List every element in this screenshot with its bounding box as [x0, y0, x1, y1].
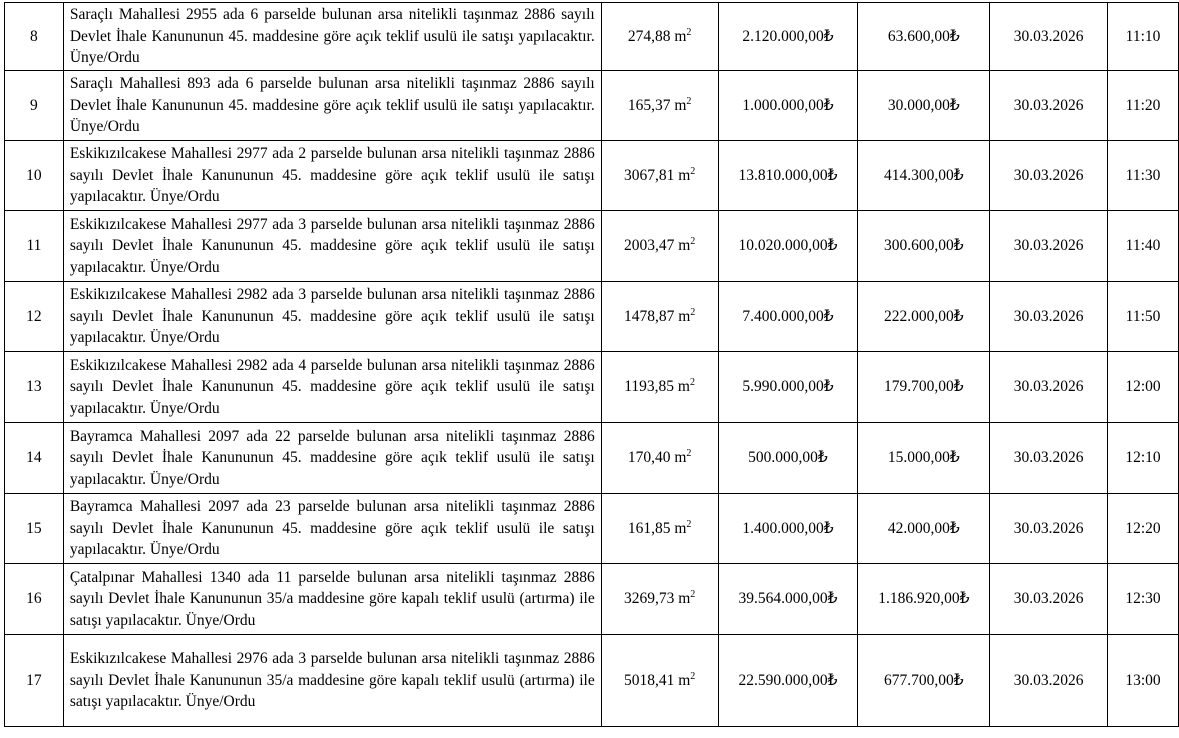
- area-value: 2003,47: [623, 237, 675, 255]
- row-number-cell: 9: [5, 71, 64, 141]
- auction-time-cell: 11:50: [1108, 282, 1179, 352]
- area-value: 161,85: [627, 519, 671, 537]
- area-unit: m: [674, 519, 687, 537]
- table-row: [5, 71, 1179, 141]
- row-number-cell: 12: [5, 282, 64, 352]
- area-cell: [601, 141, 718, 211]
- area-value: 3067,81: [623, 166, 675, 184]
- area-exponent: 2: [686, 448, 692, 460]
- auction-time-cell: 11:40: [1108, 211, 1179, 282]
- row-number-cell: 13: [5, 352, 64, 423]
- estimated-value-cell: 1.400.000,00₺: [718, 494, 858, 564]
- area-unit: m: [674, 27, 687, 45]
- deposit-cell: 42.000,00₺: [858, 494, 990, 564]
- table-row: [5, 494, 1179, 564]
- deposit-cell: 222.000,00₺: [858, 282, 990, 352]
- row-number-cell: 15: [5, 494, 64, 564]
- area-value: 1478,87: [623, 307, 675, 325]
- estimated-value-cell: 39.564.000,00₺: [718, 564, 858, 635]
- row-number-cell: 16: [5, 564, 64, 635]
- deposit-cell: 179.700,00₺: [858, 352, 990, 423]
- area-value: 5018,41: [623, 671, 675, 689]
- deposit-cell: 30.000,00₺: [858, 71, 990, 141]
- area-exponent: 2: [690, 306, 696, 318]
- area-unit: m: [678, 166, 691, 184]
- area-unit: m: [678, 590, 691, 608]
- estimated-value-cell: 500.000,00₺: [718, 423, 858, 494]
- description-cell: Saraçlı Mahallesi 893 ada 6 parselde bulunan arsa nitelikli taşınmaz 2886 sayılı Devlet İhale Kanununun 45. maddesine göre açık teklif usulü ile satışı yapılacaktır. Ünye/Ordu: [63, 71, 601, 141]
- auction-time-cell: 12:10: [1108, 423, 1179, 494]
- auction-date-cell: 30.03.2026: [990, 211, 1108, 282]
- deposit-cell: 1.186.920,00₺: [858, 564, 990, 635]
- table-row: [5, 423, 1179, 494]
- auction-date-cell: 30.03.2026: [990, 564, 1108, 635]
- auction-date-cell: 30.03.2026: [990, 423, 1108, 494]
- deposit-cell: 15.000,00₺: [858, 423, 990, 494]
- estimated-value-cell: 2.120.000,00₺: [718, 3, 858, 71]
- row-number-cell: 17: [5, 635, 64, 727]
- auction-time-cell: 12:00: [1108, 352, 1179, 423]
- row-number-cell: 11: [5, 211, 64, 282]
- area-exponent: 2: [690, 165, 696, 177]
- area-cell: [601, 211, 718, 282]
- description-cell: Bayramca Mahallesi 2097 ada 22 parselde bulunan arsa nitelikli taşınmaz 2886 sayılı Devlet İhale Kanununun 45. maddesine göre açık teklif usulü ile satışı yapılacaktır. Ünye/Ordu: [63, 423, 601, 494]
- area-unit: m: [678, 237, 691, 255]
- auction-table: [4, 2, 1179, 727]
- row-number-cell: 10: [5, 141, 64, 211]
- estimated-value-cell: 13.810.000,00₺: [718, 141, 858, 211]
- table-row: [5, 211, 1179, 282]
- area-cell: [601, 423, 718, 494]
- table-row: [5, 141, 1179, 211]
- area-exponent: 2: [686, 95, 692, 107]
- auction-date-cell: 30.03.2026: [990, 3, 1108, 71]
- table-row: [5, 564, 1179, 635]
- description-cell: Çatalpınar Mahallesi 1340 ada 11 parselde bulunan arsa nitelikli taşınmaz 2886 sayılı Devlet İhale Kanununun 35/a maddesine göre kapalı teklif usulü (artırma) ile satışı yapılacaktır. Ünye/Ordu: [63, 564, 601, 635]
- area-value: 1193,85: [624, 378, 675, 396]
- area-exponent: 2: [690, 589, 696, 601]
- auction-date-cell: 30.03.2026: [990, 494, 1108, 564]
- estimated-value-cell: 5.990.000,00₺: [718, 352, 858, 423]
- area-cell: [601, 635, 718, 727]
- auction-time-cell: 13:00: [1108, 635, 1179, 727]
- auction-date-cell: 30.03.2026: [990, 282, 1108, 352]
- table-row: [5, 352, 1179, 423]
- area-value: 165,37: [627, 96, 671, 114]
- table-row: [5, 635, 1179, 727]
- area-value: 274,88: [627, 27, 671, 45]
- area-cell: [601, 352, 718, 423]
- description-cell: Eskikızılcakese Mahallesi 2976 ada 3 parselde bulunan arsa nitelikli taşınmaz 2886 sayılı Devlet İhale Kanununun 35/a maddesine göre kapalı teklif usulü (artırma) ile satışı yapılacaktır. Ünye/Ordu: [63, 635, 601, 727]
- table-row: [5, 3, 1179, 71]
- area-unit: m: [678, 307, 691, 325]
- area-value: 3269,73: [623, 590, 675, 608]
- description-cell: Saraçlı Mahallesi 2955 ada 6 parselde bulunan arsa nitelikli taşınmaz 2886 sayılı Devlet İhale Kanununun 45. maddesine göre açık teklif usulü ile satışı yapılacaktır. Ünye/Ordu: [63, 3, 601, 71]
- area-cell: [601, 494, 718, 564]
- area-unit: m: [674, 449, 687, 467]
- deposit-cell: 414.300,00₺: [858, 141, 990, 211]
- area-exponent: 2: [690, 236, 696, 248]
- area-unit: m: [678, 671, 691, 689]
- auction-time-cell: 11:20: [1108, 71, 1179, 141]
- deposit-cell: 63.600,00₺: [858, 3, 990, 71]
- description-cell: Bayramca Mahallesi 2097 ada 23 parselde bulunan arsa nitelikli taşınmaz 2886 sayılı Devlet İhale Kanununun 45. maddesine göre açık teklif usulü ile satışı yapılacaktır. Ünye/Ordu: [63, 494, 601, 564]
- area-unit: m: [674, 96, 687, 114]
- auction-time-cell: 12:20: [1108, 494, 1179, 564]
- table-row: [5, 282, 1179, 352]
- area-exponent: 2: [690, 670, 696, 682]
- estimated-value-cell: 7.400.000,00₺: [718, 282, 858, 352]
- estimated-value-cell: 22.590.000,00₺: [718, 635, 858, 727]
- estimated-value-cell: 10.020.000,00₺: [718, 211, 858, 282]
- area-cell: [601, 3, 718, 71]
- description-cell: Eskikızılcakese Mahallesi 2977 ada 3 parselde bulunan arsa nitelikli taşınmaz 2886 sayılı Devlet İhale Kanununun 45. maddesine göre açık teklif usulü ile satışı yapılacaktır. Ünye/Ordu: [63, 211, 601, 282]
- auction-time-cell: 11:30: [1108, 141, 1179, 211]
- area-cell: [601, 282, 718, 352]
- area-cell: [601, 564, 718, 635]
- description-cell: Eskikızılcakese Mahallesi 2982 ada 4 parselde bulunan arsa nitelikli taşınmaz 2886 sayılı Devlet İhale Kanununun 45. maddesine göre açık teklif usulü ile satışı yapılacaktır. Ünye/Ordu: [63, 352, 601, 423]
- row-number-cell: 14: [5, 423, 64, 494]
- auction-date-cell: 30.03.2026: [990, 635, 1108, 727]
- area-value: 170,40: [627, 449, 671, 467]
- estimated-value-cell: 1.000.000,00₺: [718, 71, 858, 141]
- area-exponent: 2: [686, 26, 692, 38]
- area-exponent: 2: [689, 377, 695, 389]
- description-cell: Eskikızılcakese Mahallesi 2982 ada 3 parselde bulunan arsa nitelikli taşınmaz 2886 sayılı Devlet İhale Kanununun 45. maddesine göre açık teklif usulü ile satışı yapılacaktır. Ünye/Ordu: [63, 282, 601, 352]
- deposit-cell: 300.600,00₺: [858, 211, 990, 282]
- auction-date-cell: 30.03.2026: [990, 71, 1108, 141]
- area-cell: [601, 71, 718, 141]
- auction-time-cell: 11:10: [1108, 3, 1179, 71]
- area-unit: m: [677, 378, 690, 396]
- auction-date-cell: 30.03.2026: [990, 141, 1108, 211]
- deposit-cell: 677.700,00₺: [858, 635, 990, 727]
- area-exponent: 2: [686, 518, 692, 530]
- auction-time-cell: 12:30: [1108, 564, 1179, 635]
- auction-date-cell: 30.03.2026: [990, 352, 1108, 423]
- table-body: [5, 3, 1179, 727]
- row-number-cell: 8: [5, 3, 64, 71]
- description-cell: Eskikızılcakese Mahallesi 2977 ada 2 parselde bulunan arsa nitelikli taşınmaz 2886 sayılı Devlet İhale Kanununun 45. maddesine göre açık teklif usulü ile satışı yapılacaktır. Ünye/Ordu: [63, 141, 601, 211]
